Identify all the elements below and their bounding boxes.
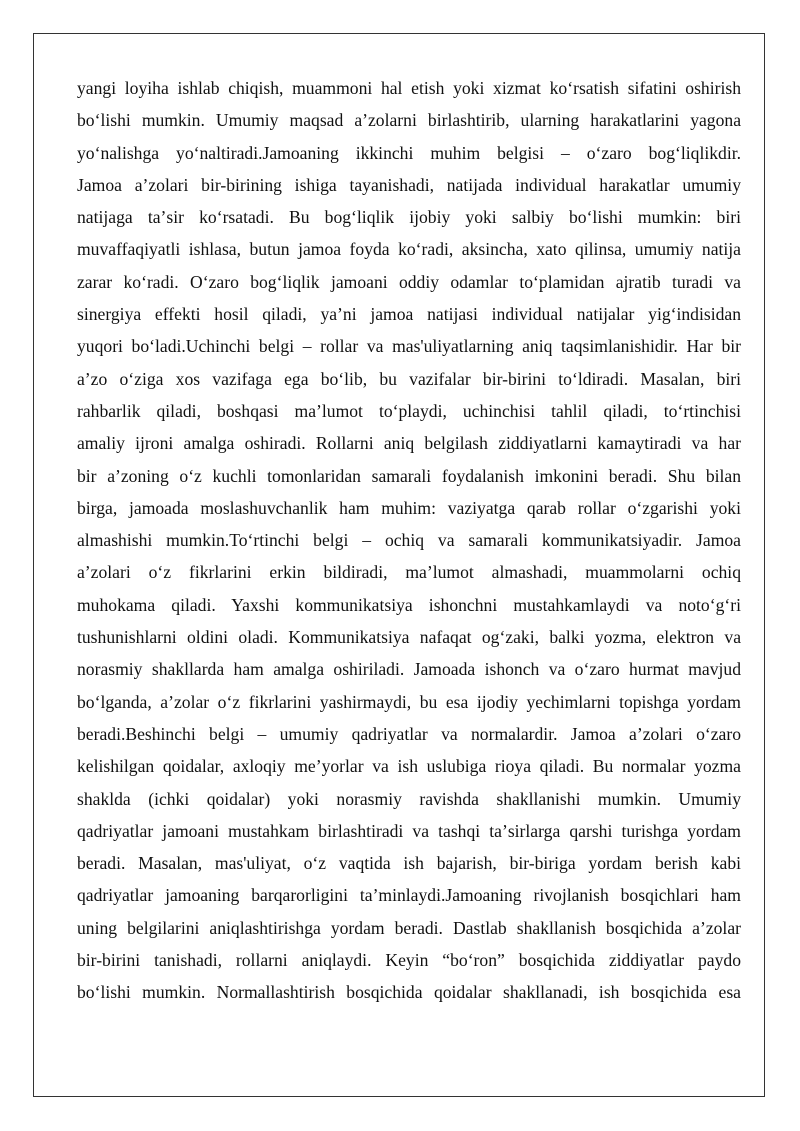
text-line: birga, jamoada moslashuvchanlik ham muhim: vaziyatga qarab rollar oʻzgarishi yoki <box>77 497 741 518</box>
text-line: tushunishlarni oldini oladi. Kommunikatsiya nafaqat ogʻzaki, balki yozma, elektron va <box>77 627 741 648</box>
text-line: uning belgilarini aniqlashtirishga yordam beradi. Dastlab shakllanish bosqichida aʼzolar <box>77 917 741 938</box>
text-line: beradi.Beshinchi belgi – umumiy qadriyatlar va normalardir. Jamoa aʼzolari oʻzaro <box>77 723 741 744</box>
text-line: almashishi mumkin.Toʻrtinchi belgi – ochiq va samarali kommunikatsiyadir. Jamoa <box>77 530 741 551</box>
text-line: amaliy ijroni amalga oshiradi. Rollarni aniq belgilash ziddiyatlarni kamaytiradi va har <box>77 433 741 454</box>
text-line: muvaffaqiyatli ishlasa, butun jamoa foyda koʻradi, aksincha, xato qilinsa, umumiy natija <box>77 239 741 260</box>
text-line: rahbarlik qiladi, boshqasi maʼlumot toʻplaydi, uchinchisi tahlil qiladi, toʻrtinchisi <box>77 400 741 421</box>
text-line: qadriyatlar jamoaning barqarorligini taʼminlaydi.Jamoaning rivojlanish bosqichlari ham <box>77 885 741 906</box>
text-line: muhokama qiladi. Yaxshi kommunikatsiya ishonchni mustahkamlaydi va notoʻgʻri <box>77 594 741 615</box>
text-line: natijaga taʼsir koʻrsatadi. Bu bogʻliqlik ijobiy yoki salbiy boʻlishi mumkin: biri <box>77 207 741 228</box>
text-line: yangi loyiha ishlab chiqish, muammoni hal etish yoki xizmat koʻrsatish sifatini oshirish <box>77 78 741 98</box>
text-line: norasmiy shakllarda ham amalga oshiriladi. Jamoada ishonch va oʻzaro hurmat mavjud <box>77 659 741 680</box>
text-line: zarar koʻradi. Oʻzaro bogʻliqlik jamoani oddiy odamlar toʻplamidan ajratib turadi va <box>77 271 741 292</box>
text-line: yuqori boʻladi.Uchinchi belgi – rollar va mas'uliyatlarning aniq taqsimlanishidir. Har bir <box>77 336 741 357</box>
text-line: kelishilgan qoidalar, axloqiy meʼyorlar va ish uslubiga rioya qiladi. Bu normalar yozma <box>77 756 741 777</box>
text-line: boʻlganda, aʼzolar oʻz fikrlarini yashirmaydi, bu esa ijodiy yechimlarni topishga yordam <box>77 691 741 712</box>
text-line: shaklda (ichki qoidalar) yoki norasmiy ravishda shakllanishi mumkin. Umumiy <box>77 788 741 809</box>
text-line: bir-birini tanishadi, rollarni aniqlaydi. Keyin “boʻron” bosqichida ziddiyatlar paydo <box>77 950 741 971</box>
text-line: beradi. Masalan, mas'uliyat, oʻz vaqtida ish bajarish, bir-biriga yordam berish kabi <box>77 853 741 874</box>
text-line: qadriyatlar jamoani mustahkam birlashtiradi va tashqi taʼsirlarga qarshi turishga yordam <box>77 820 741 841</box>
body-text <box>77 72 741 1009</box>
text-line: aʼzo oʻziga xos vazifaga ega boʻlib, bu vazifalar bir-birini toʻldiradi. Masalan, biri <box>77 368 741 389</box>
text-line: boʻlishi mumkin. Normallashtirish bosqichida qoidalar shakllanadi, ish bosqichida esa <box>77 982 741 1003</box>
text-line: sinergiya effekti hosil qiladi, yaʼni jamoa natijasi individual natijalar yigʻindisidan <box>77 304 741 325</box>
text-line: yoʻnalishga yoʻnaltiradi.Jamoaning ikkinchi muhim belgisi – oʻzaro bogʻliqlikdir. <box>77 142 741 163</box>
text-line: aʼzolari oʻz fikrlarini erkin bildiradi, maʼlumot almashadi, muammolarni ochiq <box>77 562 741 583</box>
text-line: boʻlishi mumkin. Umumiy maqsad aʼzolarni birlashtirib, ularning harakatlarini yagona <box>77 110 741 131</box>
text-line: bir aʼzoning oʻz kuchli tomonlaridan samarali foydalanish imkonini beradi. Shu bilan <box>77 465 741 486</box>
text-line: Jamoa aʼzolari bir-birining ishiga tayanishadi, natijada individual harakatlar umumiy <box>77 174 741 195</box>
